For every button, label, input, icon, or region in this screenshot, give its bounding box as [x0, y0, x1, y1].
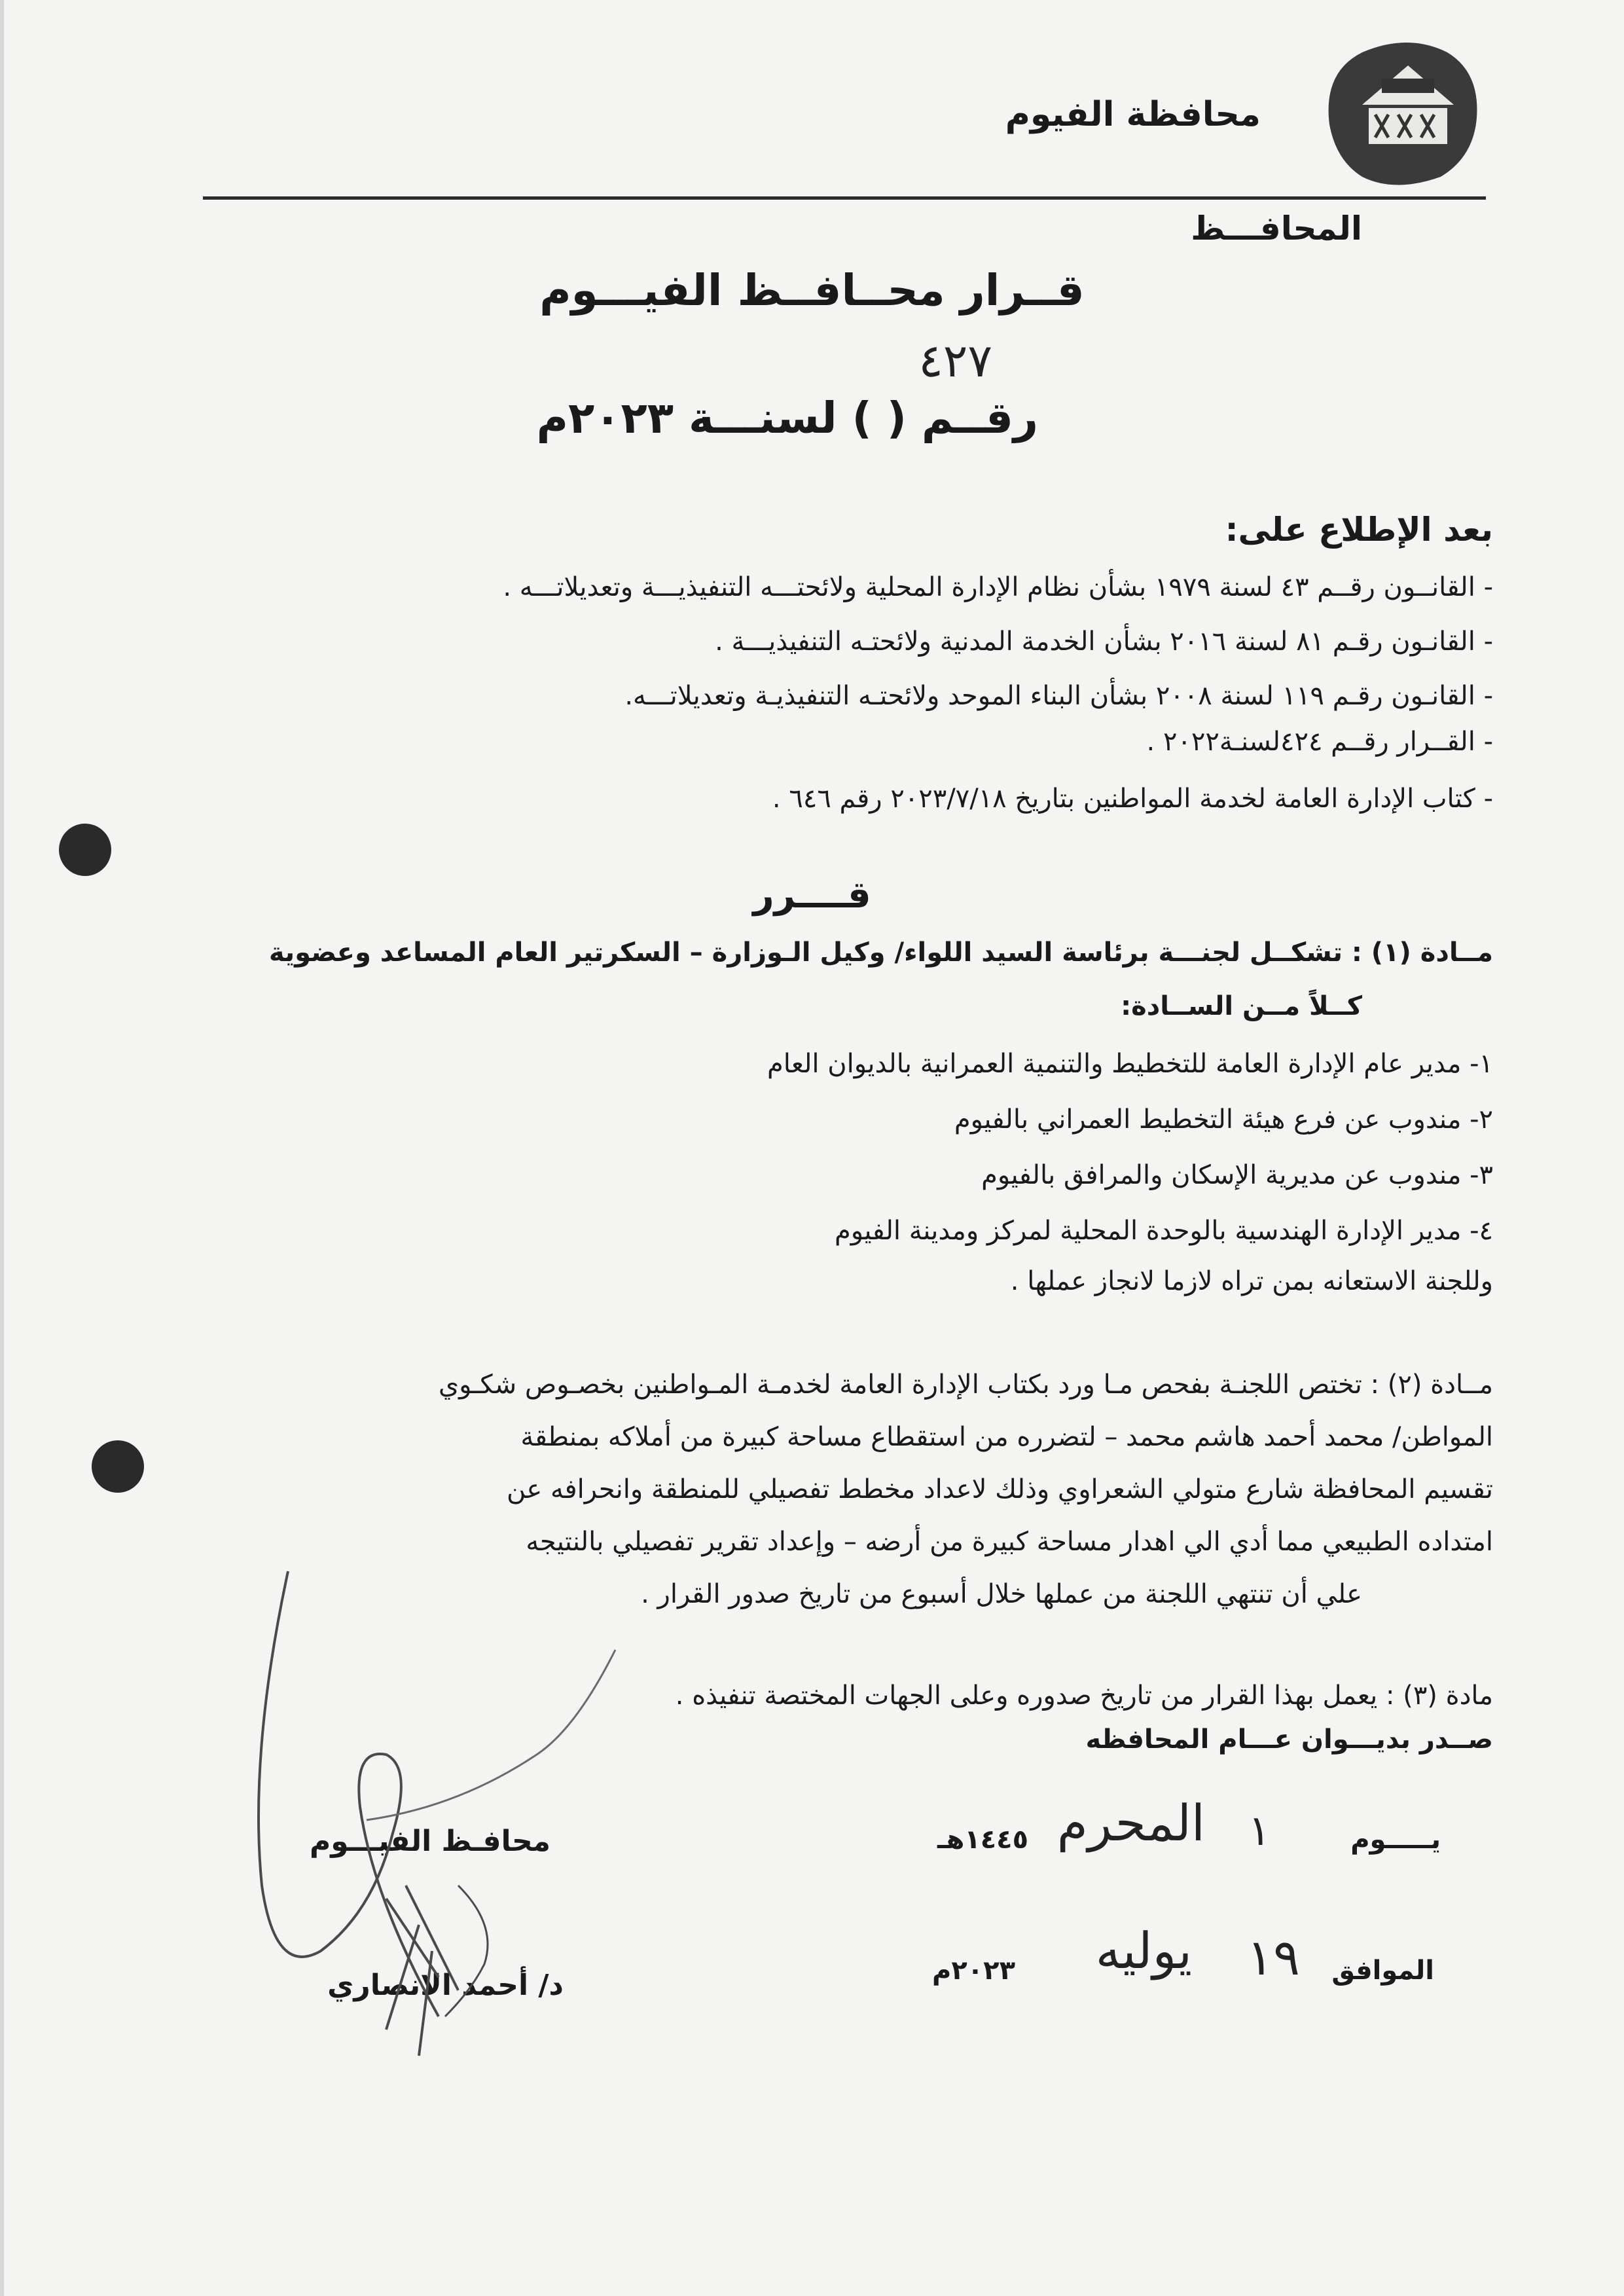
issued-at: صــدر بديـــوان عـــام المحافظه: [1085, 1724, 1493, 1755]
hijri-year: ١٤٤٥هـ: [937, 1825, 1028, 1855]
punch-hole: [92, 1440, 144, 1493]
article-3-line: مادة (٣) : يعمل بهذا القرار من تاريخ صدوره وعلى الجهات المختصة تنفيذه .: [675, 1681, 1493, 1711]
signatory-name: د/ أحمد الانصاري: [327, 1969, 564, 2002]
office-title: المحافـــظ: [1191, 210, 1362, 247]
handwritten-greg-day: ١٩: [1246, 1928, 1300, 1986]
handwritten-month: المحرم: [1056, 1794, 1205, 1852]
committee-member: ١- مدير عام الإدارة العامة للتخطيط والتنمية العمرانية بالديوان العام: [767, 1049, 1493, 1079]
signature-title: محافـظ الفيـــوم: [310, 1825, 550, 1858]
preamble-item: - القانــون رقــم ٤٣ لسنة ١٩٧٩ بشأن نظام الإدارة المحلية ولائحتـــه التنفيذيـــة وتعديلاتـــه .: [503, 572, 1493, 602]
article-2-line: علي أن تنتهي اللجنة من عملها خلال أسبوع من تاريخ صدور القرار .: [641, 1579, 1362, 1609]
decree-title: قــرار محــافــظ الفيـــوم: [539, 265, 1085, 316]
article-1-line-2: كــلاً مــن الســادة:: [1121, 991, 1362, 1021]
decree-number-line: رقــم ( ) لسنـــة ٢٠٢٣م: [536, 393, 1038, 443]
preamble-item: - القانـون رقـم ١١٩ لسنة ٢٠٠٨ بشأن البناء الموحد ولائحتـه التنفيذيـة وتعديلاتـــه.: [624, 681, 1493, 711]
decision-heading: قــــرر: [753, 874, 871, 917]
governorate-name: محافظة الفيوم: [1005, 95, 1261, 134]
committee-member: ٤- مدير الإدارة الهندسية بالوحدة المحلية لمركز ومدينة الفيوم: [835, 1216, 1493, 1246]
handwritten-decree-number: ٤٢٧: [918, 334, 992, 388]
corresponding-label: الموافق: [1331, 1956, 1434, 1986]
punch-hole: [59, 824, 111, 876]
committee-member: ٣- مندوب عن مديرية الإسكان والمرافق بالفيوم: [981, 1160, 1493, 1190]
governorate-emblem-icon: [1316, 26, 1493, 196]
preamble-item: - القــرار رقــم ٤٢٤لسنـة٢٠٢٢ .: [1146, 727, 1493, 757]
gregorian-year: ٢٠٢٣م: [932, 1956, 1015, 1986]
scan-edge: [0, 0, 4, 2296]
article-1-line-1: مــادة (١) : تشكــل لجنـــة برئاسة السيد اللواء/ وكيل الـوزارة – السكرتير العام المساعد وعضوية: [268, 938, 1493, 968]
preamble-item: - القانـون رقـم ٨١ لسنة ٢٠١٦ بشأن الخدمة المدنية ولائحتـه التنفيذيـــة .: [715, 627, 1493, 657]
header-rule: [203, 196, 1486, 200]
preamble-heading: بعد الإطلاع على:: [1225, 511, 1493, 549]
day-label: يـــــوم: [1350, 1825, 1441, 1855]
article-1-closing: وللجنة الاستعانه بمن تراه لازما لانجاز عملها .: [1010, 1266, 1493, 1296]
article-2-line: المواطن/ محمد أحمد هاشم محمد – لتضرره من استقطاع مساحة كبيرة من أملاكه بمنطقة: [520, 1422, 1493, 1452]
handwritten-day: ١: [1248, 1807, 1271, 1855]
handwritten-greg-month: يوليه: [1095, 1922, 1192, 1980]
article-2-line: تقسيم المحافظة شارع متولي الشعراوي وذلك لاعداد مخطط تفصيلي للمنطقة وانحرافه عن: [506, 1474, 1493, 1504]
handwritten-signature-icon: [223, 1558, 628, 2069]
article-2-line: مــادة (٢) : تختص اللجنـة بفحص مـا ورد بكتاب الإدارة العامة لخدمـة المـواطنين بخصـوص شكـوي: [438, 1370, 1493, 1400]
article-2-line: امتداده الطبيعي مما أدي الي اهدار مساحة كبيرة من أرضه – وإعداد تقرير تفصيلي بالنتيجه: [526, 1527, 1493, 1557]
committee-member: ٢- مندوب عن فرع هيئة التخطيط العمراني بالفيوم: [954, 1104, 1493, 1135]
preamble-item: - كتاب الإدارة العامة لخدمة المواطنين بتاريخ ٢٠٢٣/٧/١٨ رقم ٦٤٦ .: [772, 784, 1493, 814]
